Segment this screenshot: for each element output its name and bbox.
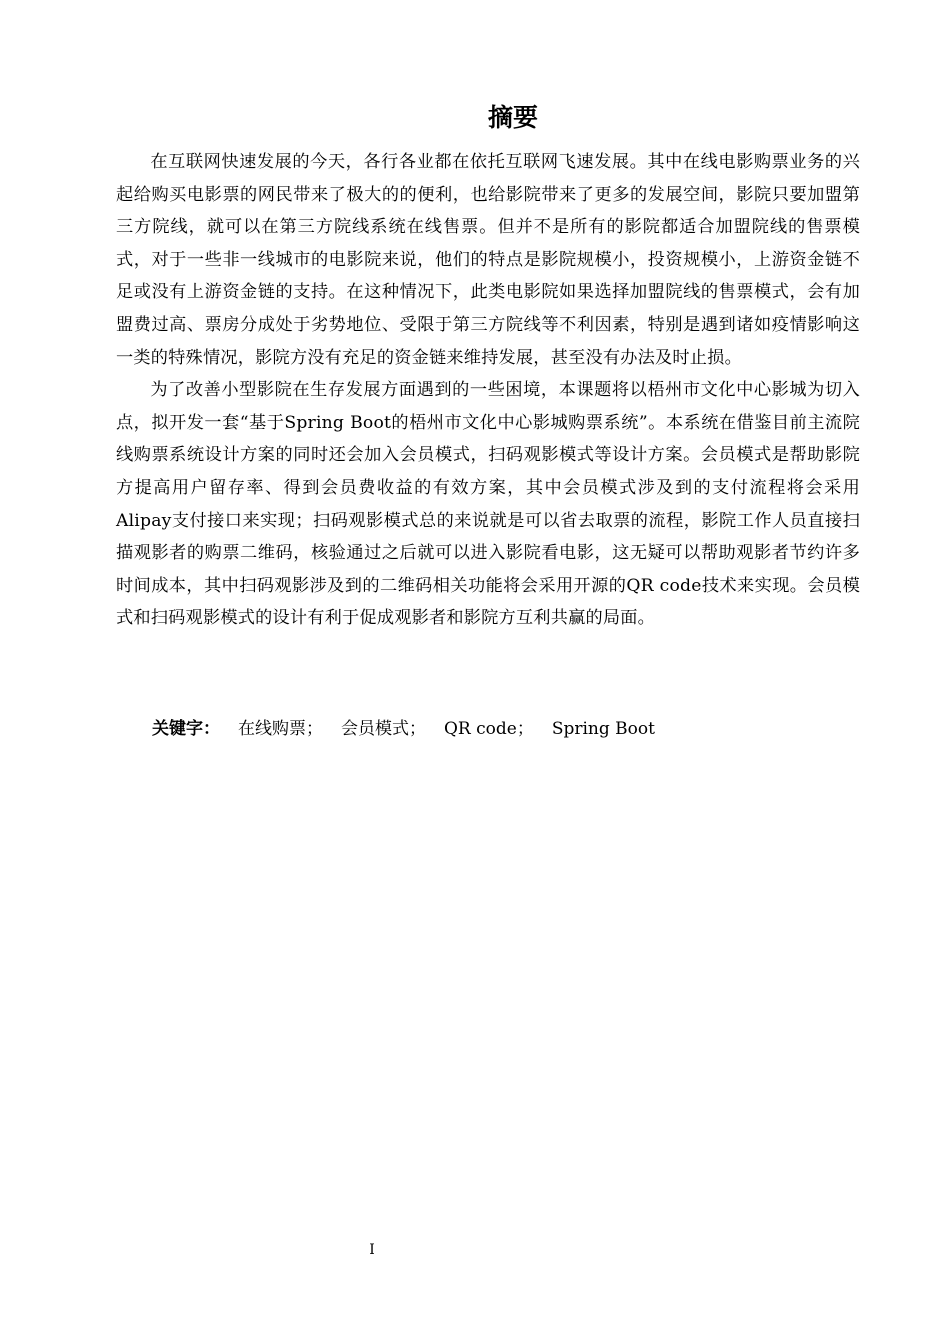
keyword-item: 在线购票； (238, 719, 323, 739)
abstract-paragraph-2: 为了改善小型影院在生存发展方面遇到的一些困境，本课题将以梧州市文化中心影城为切入点，拟开发一套“基于Spring Boot的梧州市文化中心影城购票系统”。本系统在借鉴目前主流院线购票系统设计方案的同时还会加入会员模式，扫码观影模式等设计方案。会员模式是帮助影院方提高用户留存率、得到会员费收益的有效方案，其中会员模式涉及到的支付流程将会采用Alipay支付接口来实现；扫码观影模式总的来说就是可以省去取票的流程，影院工作人员直接扫描观影者的购票二维码，核验通过之后就可以进入影院看电影，这无疑可以帮助观影者节约许多时间成本，其中扫码观影涉及到的二维码相关功能将会采用开源的QR code技术来实现。会员模式和扫码观影模式的设计有利于促成观影者和影院方互利共赢的局面。 (116, 380, 860, 629)
abstract-title: 摘要 (487, 103, 538, 132)
keywords-line (152, 714, 655, 744)
keywords-label: 关键字： (152, 719, 220, 739)
abstract-body (116, 146, 860, 635)
keyword-item: 会员模式； (341, 719, 426, 739)
keyword-item: Spring Boot (551, 719, 655, 739)
keyword-item: QR code； (444, 719, 534, 739)
abstract-paragraph-1: 在互联网快速发展的今天，各行各业都在依托互联网飞速发展。其中在线电影购票业务的兴起给购买电影票的网民带来了极大的的便利，也给影院带来了更多的发展空间，影院只要加盟第三方院线，就可以在第三方院线系统在线售票。但并不是所有的影院都适合加盟院线的售票模式，对于一些非一线城市的电影院来说，他们的特点是影院规模小，投资规模小，上游资金链不足或没有上游资金链的支持。在这种情况下，此类电影院如果选择加盟院线的售票模式，会有加盟费过高、票房分成处于劣势地位、受限于第三方院线等不利因素，特别是遇到诸如疫情影响这一类的特殊情况，影院方没有充足的资金链来维持发展，甚至没有办法及时止损。 (116, 152, 860, 368)
page-number: I (369, 1242, 375, 1258)
